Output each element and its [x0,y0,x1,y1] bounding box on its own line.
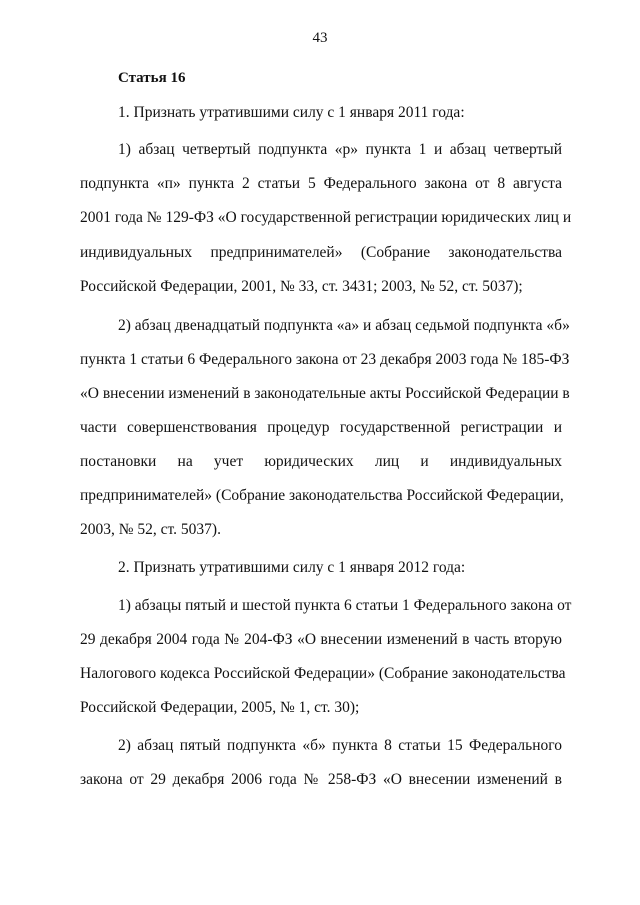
text-line: 2003, № 52, ст. 5037). [80,521,221,538]
text-line: Налогового кодекса Российской Федерации» (Собрание законодательства [80,665,566,682]
text-line: 2001 года № 129-ФЗ «О государственной регистрации юридических лиц и [80,209,572,226]
text-line: предпринимателей» (Собрание законодательства Российской Федерации, [80,487,564,504]
text-line: постановки на учет юридических лиц и индивидуальных [80,453,562,470]
text-line: 2. Признать утратившими силу с 1 января 2012 года: [118,559,466,576]
page-number: 43 [312,30,328,46]
text-line: подпункта «п» пункта 2 статьи 5 Федерального закона от 8 августа [80,175,562,192]
article-heading: Статья 16 [118,70,186,86]
text-line: части совершенствования процедур государственной регистрации и [80,419,562,436]
text-line: закона от 29 декабря 2006 года № 258-ФЗ «О внесении изменений в [80,771,562,788]
text-line: «О внесении изменений в законодательные акты Российской Федерации в [80,385,570,402]
text-line: Российской Федерации, 2005, № 1, ст. 30); [80,699,360,716]
text-line: 1. Признать утратившими силу с 1 января 2011 года: [118,104,465,121]
text-line: 1) абзацы пятый и шестой пункта 6 статьи 1 Федерального закона от [118,597,572,614]
text-line: 29 декабря 2004 года № 204-ФЗ «О внесении изменений в часть вторую [80,631,562,648]
text-line: 1) абзац четвертый подпункта «р» пункта 1 и абзац четвертый [118,141,562,158]
text-line: индивидуальных предпринимателей» (Собрание законодательства [80,244,562,261]
text-line: Российской Федерации, 2001, № 33, ст. 3431; 2003, № 52, ст. 5037); [80,278,523,295]
text-line: пункта 1 статьи 6 Федерального закона от 23 декабря 2003 года № 185-ФЗ [80,351,570,368]
text-line: 2) абзац двенадцатый подпункта «а» и абзац седьмой подпункта «б» [118,317,570,334]
text-line: 2) абзац пятый подпункта «б» пункта 8 статьи 15 Федерального [118,737,562,754]
